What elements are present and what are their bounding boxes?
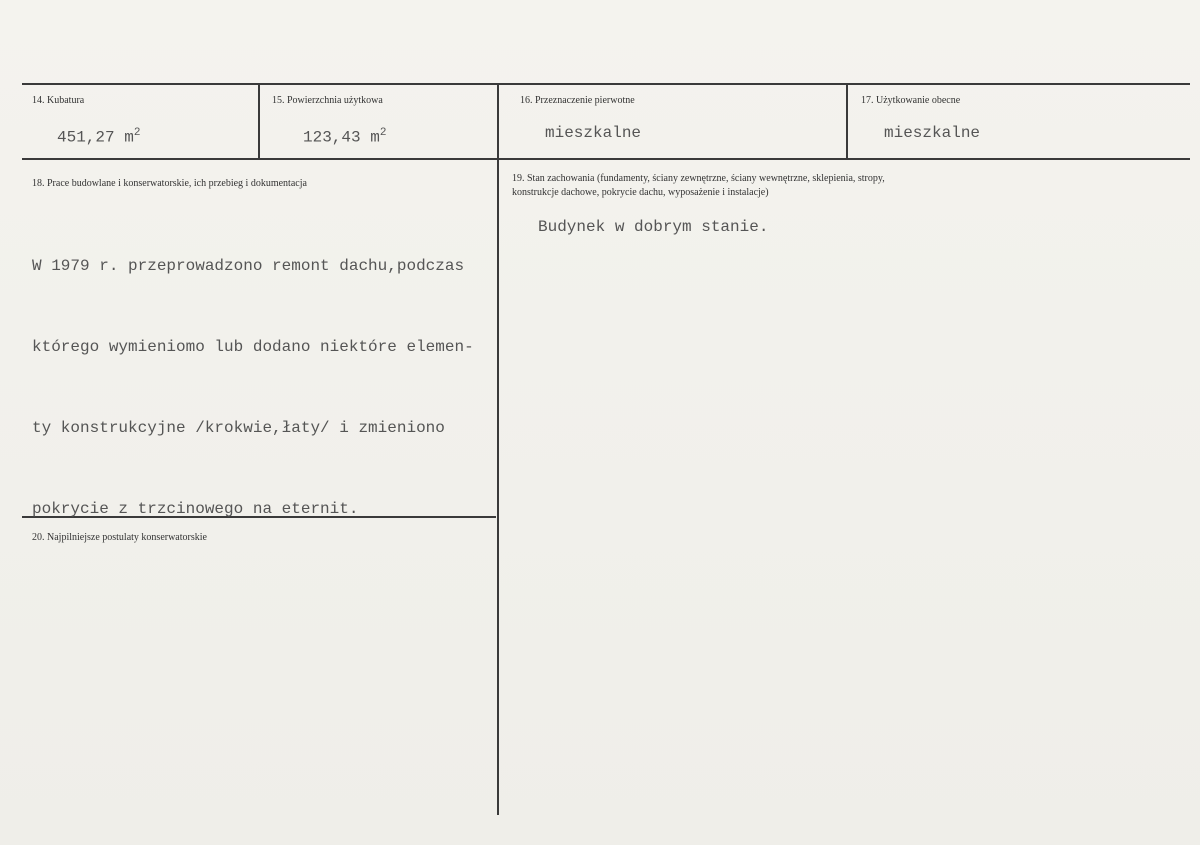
field14-value	[57, 127, 140, 146]
divider-14-15	[258, 84, 260, 159]
field18-label: 18. Prace budowlane i konserwatorskie, ich przebieg i dokumentacja	[32, 178, 307, 189]
field16-value: mieszkalne	[545, 124, 642, 142]
row1-bottom-border	[22, 158, 1190, 160]
field18-text	[32, 199, 474, 577]
top-border	[22, 83, 1190, 85]
divider-15-16	[497, 84, 499, 159]
field17-value: mieszkalne	[884, 124, 981, 142]
field20-label: 20. Najpilniejsze postulaty konserwatorskie	[32, 532, 207, 543]
field15-value	[303, 127, 386, 146]
field18-line: ty konstrukcyjne /krokwie,łaty/ i zmieniono	[32, 419, 445, 437]
field18-line: którego wymieniomo lub dodano niektóre elemen-	[32, 338, 474, 356]
field15-label: 15. Powierzchnia użytkowa	[272, 95, 383, 106]
field14-value-text: 451,27 m	[57, 128, 134, 147]
divider-left-right	[497, 159, 499, 815]
field15-unit-exponent: 2	[379, 127, 387, 139]
field17-label: 17. Użytkowanie obecne	[861, 95, 961, 106]
field19-value: Budynek w dobrym stanie.	[538, 218, 769, 236]
divider-16-17	[846, 84, 848, 159]
field15-value-text: 123,43 m	[303, 128, 380, 147]
field14-unit-exponent: 2	[133, 127, 141, 139]
field18-line: pokrycie z trzcinowego na eternit.	[32, 500, 359, 518]
field19-label-line2: konstrukcje dachowe, pokrycie dachu, wyposażenie i instalacje)	[512, 187, 769, 198]
field19-label-line1: 19. Stan zachowania (fundamenty, ściany zewnętrzne, ściany wewnętrzne, sklepienia, stropy,	[512, 173, 885, 184]
field16-label: 16. Przeznaczenie pierwotne	[520, 95, 635, 106]
field14-label: 14. Kubatura	[32, 95, 85, 106]
field18-line: W 1979 r. przeprowadzono remont dachu,podczas	[32, 257, 465, 275]
